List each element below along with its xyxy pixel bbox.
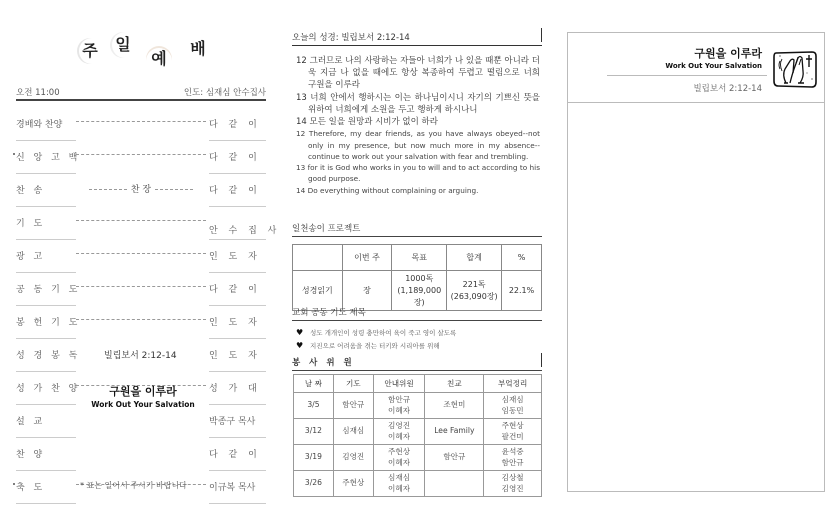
order-item (16, 207, 281, 240)
verse-en: 12 Therefore, my dear friends, as you have always obeyed--not only in my presence, but now much more in my absence--continue to work out your salvation with fear and trembling. (296, 129, 540, 161)
header-cell: 안내위원 (373, 375, 425, 393)
order-item (16, 273, 266, 306)
divider (16, 99, 266, 101)
kitchen-cell (484, 419, 542, 445)
title-char: 배 (190, 39, 206, 58)
usher-name: 함안규 (388, 395, 411, 404)
usher-name: 주현상 (388, 447, 411, 456)
table-row (294, 445, 542, 471)
usher-cell (373, 393, 425, 419)
header-cell: 기도 (333, 375, 373, 393)
order-item (16, 339, 266, 372)
divider (607, 75, 767, 76)
cover-title (665, 45, 762, 70)
order-item-label: 경배와 찬양 (16, 120, 63, 130)
prayer-item (296, 339, 456, 352)
service-title (70, 28, 230, 78)
kitchen-name: 심재심 (501, 395, 524, 404)
verse-ko: 13 너희 안에서 행하시는 이는 하나님이시니 자기의 기쁘신 뜻을 위하여 너희에게 소원을 두고 행하게 하시나니 (296, 92, 540, 115)
header-cell: 날 짜 (294, 375, 334, 393)
order-item-person: 안 수 집 사 (209, 226, 281, 236)
order-item-person: 다 같 이 (209, 186, 261, 196)
cover-title-en: Work Out Your Salvation (665, 62, 762, 70)
verse-ko: 12 그러므로 나의 사랑하는 자들아 너희가 나 있을 때뿐 아니라 더욱 지금 나 없을 때에도 항상 복종하여 두렵고 떨림으로 너희 구원을 이루라 (296, 56, 540, 91)
table-row (294, 419, 542, 445)
order-item-person: 인 도 자 (209, 351, 261, 361)
order-item-label: 설 교 (16, 417, 46, 427)
leader-dashes (76, 121, 206, 122)
title-char: 주 (77, 38, 103, 64)
divider (209, 503, 266, 504)
project-heading: 일천송이 프로젝트 (292, 222, 542, 237)
kitchen-name: 팔건미 (501, 431, 524, 441)
goal-value: 1000독 (405, 273, 434, 283)
table-row (293, 271, 542, 311)
date-cell: 3/19 (294, 445, 334, 471)
order-item-person: 다 같 이 (209, 120, 261, 130)
usher-cell (373, 419, 425, 445)
table-header-row (294, 375, 542, 393)
order-item-person: 다 같 이 (209, 285, 261, 295)
table-header-row (293, 245, 542, 271)
prayer-text: 지진으로 어려움을 겪는 터키와 시리아를 위해 (310, 342, 440, 350)
this-week-cell: 장 (342, 271, 392, 311)
leader-dashes (76, 286, 206, 287)
servants-heading-text: 봉 사 위 원 (292, 358, 355, 368)
heart-icon: ♥ (296, 341, 304, 350)
prayer-heading: 교회 공동 기도 제목 (292, 306, 542, 321)
fellowship-cell: 조현미 (425, 393, 484, 419)
table-row (294, 471, 542, 497)
leader-dashes (76, 220, 206, 221)
scripture-text (296, 55, 540, 196)
total-detail: (263,090장) (450, 291, 498, 301)
order-item-person: 인 도 자 (209, 252, 261, 262)
verse-ko: 14 모든 일을 원망과 시비가 없이 하라 (296, 117, 438, 128)
usher-name: 이혜자 (388, 457, 411, 467)
total-value: 221독 (462, 279, 486, 289)
kitchen-name: 김상철 (501, 473, 524, 482)
order-item (16, 240, 266, 273)
standing-marker (13, 153, 15, 155)
sermon-title-ko: 구원을 이루라 (109, 385, 177, 398)
standing-marker (13, 483, 15, 485)
order-item-label: 성 가 찬 양 (16, 384, 81, 394)
divider (16, 503, 76, 504)
scripture-heading-text: 오늘의 성경: 빌립보서 2:12-14 (292, 33, 410, 43)
prayer-cell: 심재심 (333, 419, 373, 445)
order-item (16, 174, 266, 207)
order-item-person: 박종구 목사 (209, 417, 256, 427)
praying-hands-icon (772, 49, 818, 89)
title-char: 일 (110, 32, 136, 58)
order-item-label: 봉 헌 기 도 (16, 318, 81, 328)
kitchen-cell (484, 445, 542, 471)
prayer-text: 성도 개개인이 성령 충만하여 육이 죽고 영이 살도록 (310, 329, 457, 337)
servants-heading (292, 356, 542, 371)
order-item-person: 성 가 대 (209, 384, 261, 394)
goal-detail: (1,189,000장) (397, 285, 442, 307)
order-item-person: 다 같 이 (209, 450, 261, 460)
hymn-label: 찬 장 (130, 185, 152, 195)
prayer-cell: 김영진 (333, 445, 373, 471)
title-char: 예 (146, 46, 172, 72)
prayer-cell: 주현상 (333, 471, 373, 497)
order-item-label: 기 도 (16, 219, 46, 229)
date-cell: 3/12 (294, 419, 334, 445)
order-item (16, 405, 266, 438)
sermon-title (84, 383, 202, 409)
date-cell: 3/26 (294, 471, 334, 497)
order-item-label: 공 동 기 도 (16, 285, 81, 295)
order-item (16, 141, 266, 174)
leader-dashes (76, 319, 206, 320)
fellowship-cell (425, 471, 484, 497)
order-item-person: 인 도 자 (209, 318, 261, 328)
header-cell: 친교 (425, 375, 484, 393)
order-item (16, 438, 266, 471)
bible-reference: 빌립보서 2:12-14 (104, 351, 177, 361)
usher-name: 심재심 (388, 473, 411, 482)
cover-reference: 빌립보서 2:12-14 (693, 84, 762, 94)
order-item-label: 찬 송 (16, 186, 46, 196)
percent-cell: 22.1% (502, 271, 542, 311)
total-cell (447, 271, 502, 311)
order-item-label: 광 고 (16, 252, 46, 262)
verse-en: 13 for it is God who works in you to will and to act according to his good purpose. (296, 163, 540, 184)
kitchen-name: 임동민 (501, 405, 524, 415)
order-item-label: 신 앙 고 백 (16, 153, 81, 163)
order-item (16, 108, 266, 141)
scripture-heading (292, 31, 542, 46)
cover-title-ko: 구원을 이루라 (694, 47, 762, 60)
date-cell: 3/5 (294, 393, 334, 419)
leader-dashes (76, 253, 206, 254)
header-cell: 합계 (447, 245, 502, 271)
table-row (294, 393, 542, 419)
standing-footnote: * 표는 일어서 주시기 바랍니다 (80, 481, 187, 490)
leader-dashes (89, 189, 127, 190)
kitchen-name: 윤석중 (501, 447, 524, 456)
order-item-label: 찬 양 (16, 450, 46, 460)
prayer-item (296, 326, 456, 339)
usher-name: 김영진 (388, 421, 411, 430)
servants-table (293, 374, 542, 497)
kitchen-name: 주현상 (501, 421, 524, 430)
order-item-person: 이규복 목사 (209, 483, 256, 493)
info-panel (292, 0, 544, 507)
hymn-row (76, 182, 206, 195)
fellowship-cell: Lee Family (425, 419, 484, 445)
usher-name: 이혜자 (388, 483, 411, 493)
usher-name: 이혜자 (388, 405, 411, 415)
service-time: 오전 11:00 (16, 88, 60, 98)
divider (568, 102, 824, 103)
leader-dashes (76, 154, 206, 155)
sermon-title-en: Work Out Your Salvation (91, 400, 195, 409)
header-cell: % (502, 245, 542, 271)
order-item-person: 다 같 이 (209, 153, 261, 163)
header-cell: 부엌정리 (484, 375, 542, 393)
order-item-label: 성 경 봉 독 (16, 351, 81, 361)
divider (541, 353, 542, 367)
order-item-label: 축 도 (16, 483, 46, 493)
kitchen-cell (484, 471, 542, 497)
order-item (16, 306, 266, 339)
heart-icon: ♥ (296, 328, 304, 337)
order-list (16, 108, 281, 504)
leader-dashes (155, 189, 193, 190)
cover-card (567, 32, 825, 492)
row-label: 성경읽기 (293, 271, 343, 311)
fellowship-cell: 함안규 (425, 445, 484, 471)
header-cell (293, 245, 343, 271)
usher-name: 이혜자 (388, 431, 411, 441)
prayer-cell: 함안규 (333, 393, 373, 419)
order-of-worship-panel (0, 0, 280, 507)
kitchen-name: 김영진 (501, 483, 524, 493)
project-table (292, 244, 542, 311)
goal-cell (392, 271, 447, 311)
header-cell: 이번 주 (342, 245, 392, 271)
usher-cell (373, 445, 425, 471)
kitchen-name: 함안규 (501, 457, 524, 467)
kitchen-cell (484, 393, 542, 419)
divider (541, 28, 542, 42)
usher-cell (373, 471, 425, 497)
header-cell: 목표 (392, 245, 447, 271)
verse-en: 14 Do everything without complaining or arguing. (296, 185, 479, 195)
prayer-list (296, 326, 456, 352)
service-leader: 인도: 심재심 안수집사 (183, 88, 266, 98)
